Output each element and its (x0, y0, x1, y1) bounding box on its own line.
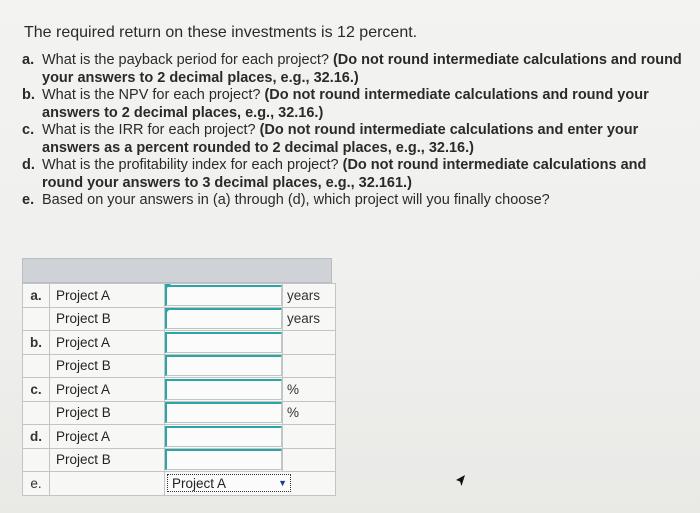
table-row (23, 354, 336, 378)
table-row (23, 472, 336, 496)
table-row (23, 378, 336, 402)
question-letter: d. (22, 157, 35, 173)
question-a (22, 52, 682, 87)
question-text: What is the payback period for each project? (42, 52, 333, 68)
chevron-down-icon: ▼ (278, 478, 287, 489)
question-letter: e. (22, 192, 35, 208)
unit-label (283, 354, 336, 378)
project-label: Project B (50, 307, 165, 331)
part-letter (23, 307, 50, 331)
project-label: Project B (50, 354, 165, 378)
part-letter: a. (23, 284, 50, 308)
project-label: Project B (50, 448, 165, 472)
question-instructions: (Do not round intermediate calculations and round your answers to 3 decimal places, e.g., 32.161.) (42, 157, 647, 191)
pi-b-input[interactable] (165, 449, 282, 470)
question-text: Based on your answers in (a) through (d), which project will you finally choose? (42, 192, 550, 208)
unit-label: years (283, 284, 336, 308)
project-label: Project B (50, 401, 165, 425)
part-letter: d. (23, 425, 50, 449)
unit-label (283, 425, 336, 449)
part-letter (23, 401, 50, 425)
question-text: What is the IRR for each project? (42, 122, 260, 138)
part-letter (23, 354, 50, 378)
question-text: What is the profitability index for each project? (42, 157, 343, 173)
pi-a-input[interactable] (165, 426, 282, 447)
unit-label: years (283, 307, 336, 331)
npv-a-input[interactable] (165, 332, 282, 353)
npv-b-input[interactable] (165, 355, 282, 376)
question-letter: a. (22, 52, 35, 68)
question-d (22, 157, 682, 192)
table-row (23, 307, 336, 331)
table-header (22, 258, 332, 283)
table-row (23, 331, 336, 355)
question-list (22, 52, 682, 210)
question-e (22, 192, 682, 210)
project-label: Project A (50, 425, 165, 449)
table-row (23, 401, 336, 425)
unit-label: % (283, 378, 336, 402)
answer-table (22, 258, 332, 496)
part-letter: b. (23, 331, 50, 355)
irr-a-input[interactable] (165, 379, 282, 400)
question-letter: c. (22, 122, 35, 138)
project-label: Project A (50, 378, 165, 402)
payback-b-input[interactable] (165, 308, 282, 329)
intro-text: The required return on these investments is 12 percent. (24, 24, 418, 41)
irr-b-input[interactable] (165, 402, 282, 423)
question-text: What is the NPV for each project? (42, 87, 265, 103)
unit-label: % (283, 401, 336, 425)
question-letter: b. (22, 87, 35, 103)
question-instructions: (Do not round intermediate calculations and round your answers to 2 decimal places, e.g., 32.16.) (42, 52, 682, 86)
table-row (23, 448, 336, 472)
unit-label (283, 331, 336, 355)
question-instructions: (Do not round intermediate calculations and enter your answers as a percent rounded to 2 decimal places, e.g., 32.16.) (42, 122, 639, 156)
question-c (22, 122, 682, 157)
project-label: Project A (50, 331, 165, 355)
unit-label (283, 448, 336, 472)
project-choice-select[interactable] (167, 474, 291, 492)
question-instructions: (Do not round intermediate calculations and round your answers to 2 decimal places, e.g., 32.16.) (42, 87, 649, 121)
table-row (23, 284, 336, 308)
question-b (22, 87, 682, 122)
part-letter: e. (23, 472, 50, 496)
mouse-pointer-icon (455, 474, 467, 488)
payback-a-input[interactable] (165, 285, 282, 306)
part-letter: c. (23, 378, 50, 402)
selected-option: Project A (172, 475, 227, 491)
part-letter (23, 448, 50, 472)
project-label: Project A (50, 284, 165, 308)
table-row (23, 425, 336, 449)
